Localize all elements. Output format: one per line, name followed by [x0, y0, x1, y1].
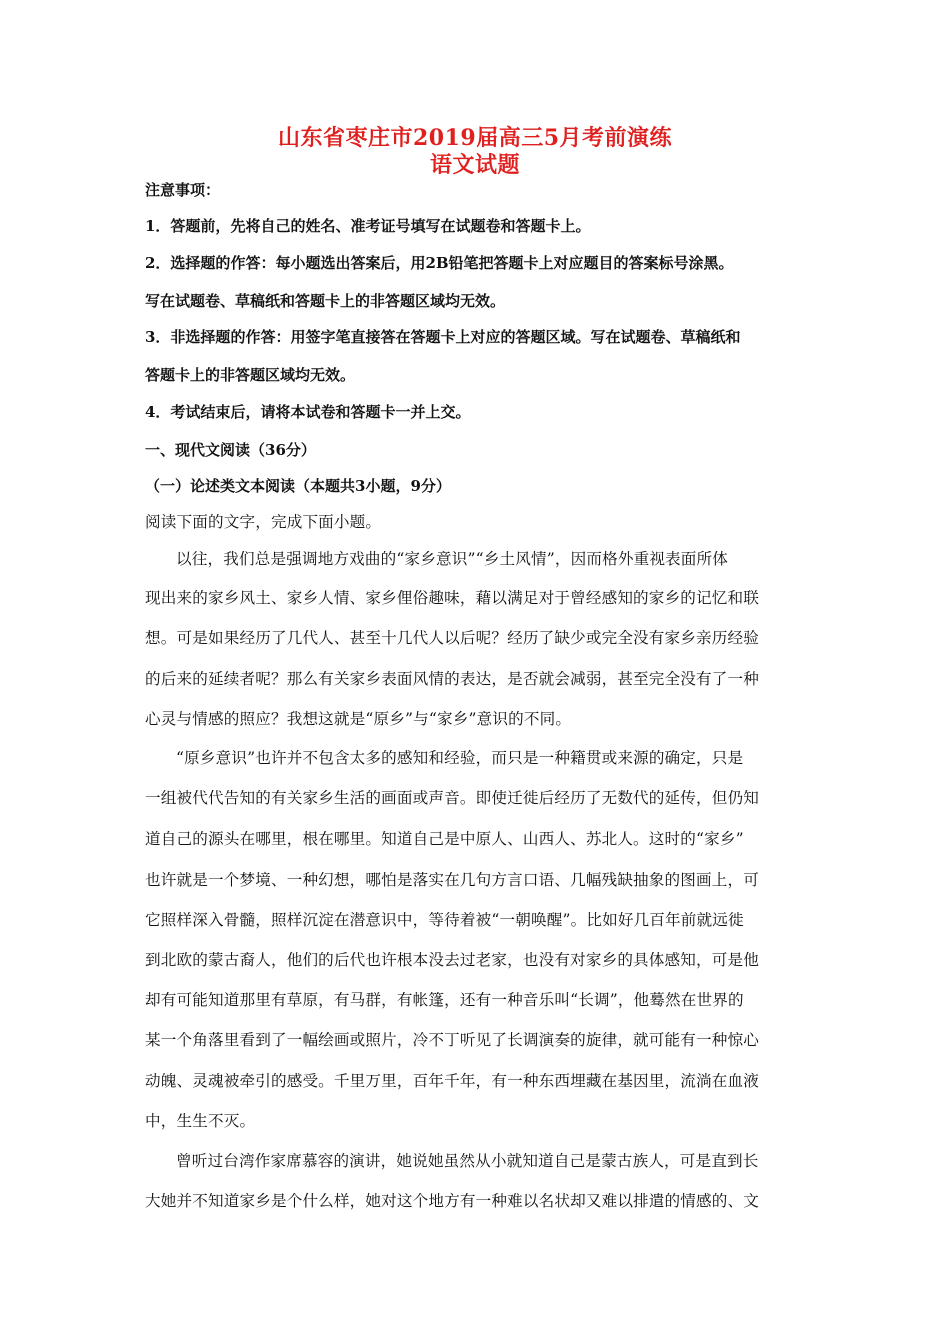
passage-line: 到北欧的蒙古裔人，他们的后代也许根本没去过老家，也没有对家乡的具体感知，可是他: [145, 951, 760, 969]
passage-line: 现出来的家乡风土、家乡人情、家乡俚俗趣味，藉以满足对于曾经感知的家乡的记忆和联: [145, 589, 760, 607]
passage-line: 以往，我们总是强调地方戏曲的“家乡意识”“乡土风情”，因而格外重视表面所体: [176, 550, 729, 568]
exam-title: 山东省枣庄市2019届高三5月考前演练: [277, 125, 673, 151]
notice-item-2-cont: 写在试题卷、草稿纸和答题卡上的非答题区域均无效。: [145, 292, 506, 310]
section-heading: 一、现代文阅读（36分）: [145, 441, 316, 459]
notice-item-4: 4．考试结束后，请将本试卷和答题卡一并上交。: [145, 403, 471, 421]
passage-line: 中，生生不灭。: [145, 1112, 256, 1130]
notice-heading: 注意事项：: [145, 181, 221, 199]
passage-line: 曾听过台湾作家席慕容的演讲，她说她虽然从小就知道自己是蒙古族人，可是直到长: [176, 1152, 759, 1170]
passage-line: 道自己的源头在哪里，根在哪里。知道自己是中原人、山西人、苏北人。这时的“家乡”: [145, 830, 744, 848]
subsection-heading: （一）论述类文本阅读（本题共3小题，9分）: [145, 477, 451, 495]
notice-item-2: 2．选择题的作答：每小题选出答案后，用2B铅笔把答题卡上对应题目的答案标号涂黑。: [145, 254, 734, 272]
reading-instruction: 阅读下面的文字，完成下面小题。: [145, 513, 382, 531]
notice-item-3-cont: 答题卡上的非答题区域均无效。: [145, 366, 356, 384]
passage-line: 想。可是如果经历了几代人、甚至十几代人以后呢？经历了缺少或完全没有家乡亲历经验: [145, 629, 760, 647]
passage-line: 也许就是一个梦境、一种幻想，哪怕是落实在几句方言口语、几幅残缺抽象的图画上，可: [145, 871, 760, 889]
passage-line: 它照样深入骨髓，照样沉淀在潜意识中，等待着被“一朝唤醒”。比如好几百年前就远徙: [145, 911, 744, 929]
notice-item-3: 3．非选择题的作答：用签字笔直接答在答题卡上对应的答题区域。写在试题卷、草稿纸和: [145, 328, 741, 346]
passage-line: “原乡意识”也许并不包含太多的感知和经验，而只是一种籍贯或来源的确定，只是: [176, 749, 744, 767]
passage-line: 的后来的延续者呢？那么有关家乡表面风情的表达，是否就会减弱，甚至完全没有了一种: [145, 670, 760, 688]
notice-item-1: 1．答题前，先将自己的姓名、准考证号填写在试题卷和答题卡上。: [145, 217, 591, 235]
passage-line: 动魄、灵魂被牵引的感受。千里万里，百年千年，有一种东西埋藏在基因里，流淌在血液: [145, 1072, 760, 1090]
passage-line: 大她并不知道家乡是个什么样，她对这个地方有一种难以名状却又难以排遣的情感的、文: [145, 1192, 760, 1210]
passage-line: 一组被代代告知的有关家乡生活的画面或声音。即使迁徙后经历了无数代的延传，但仍知: [145, 789, 760, 807]
exam-subtitle: 语文试题: [429, 152, 520, 178]
passage-line: 某一个角落里看到了一幅绘画或照片，冷不丁听见了长调演奏的旋律，就可能有一种惊心: [145, 1031, 760, 1049]
passage-line: 心灵与情感的照应？我想这就是“原乡”与“家乡”意识的不同。: [145, 710, 572, 728]
passage-line: 却有可能知道那里有草原，有马群，有帐篷，还有一种音乐叫“长调”，他蓦然在世界的: [145, 991, 744, 1009]
